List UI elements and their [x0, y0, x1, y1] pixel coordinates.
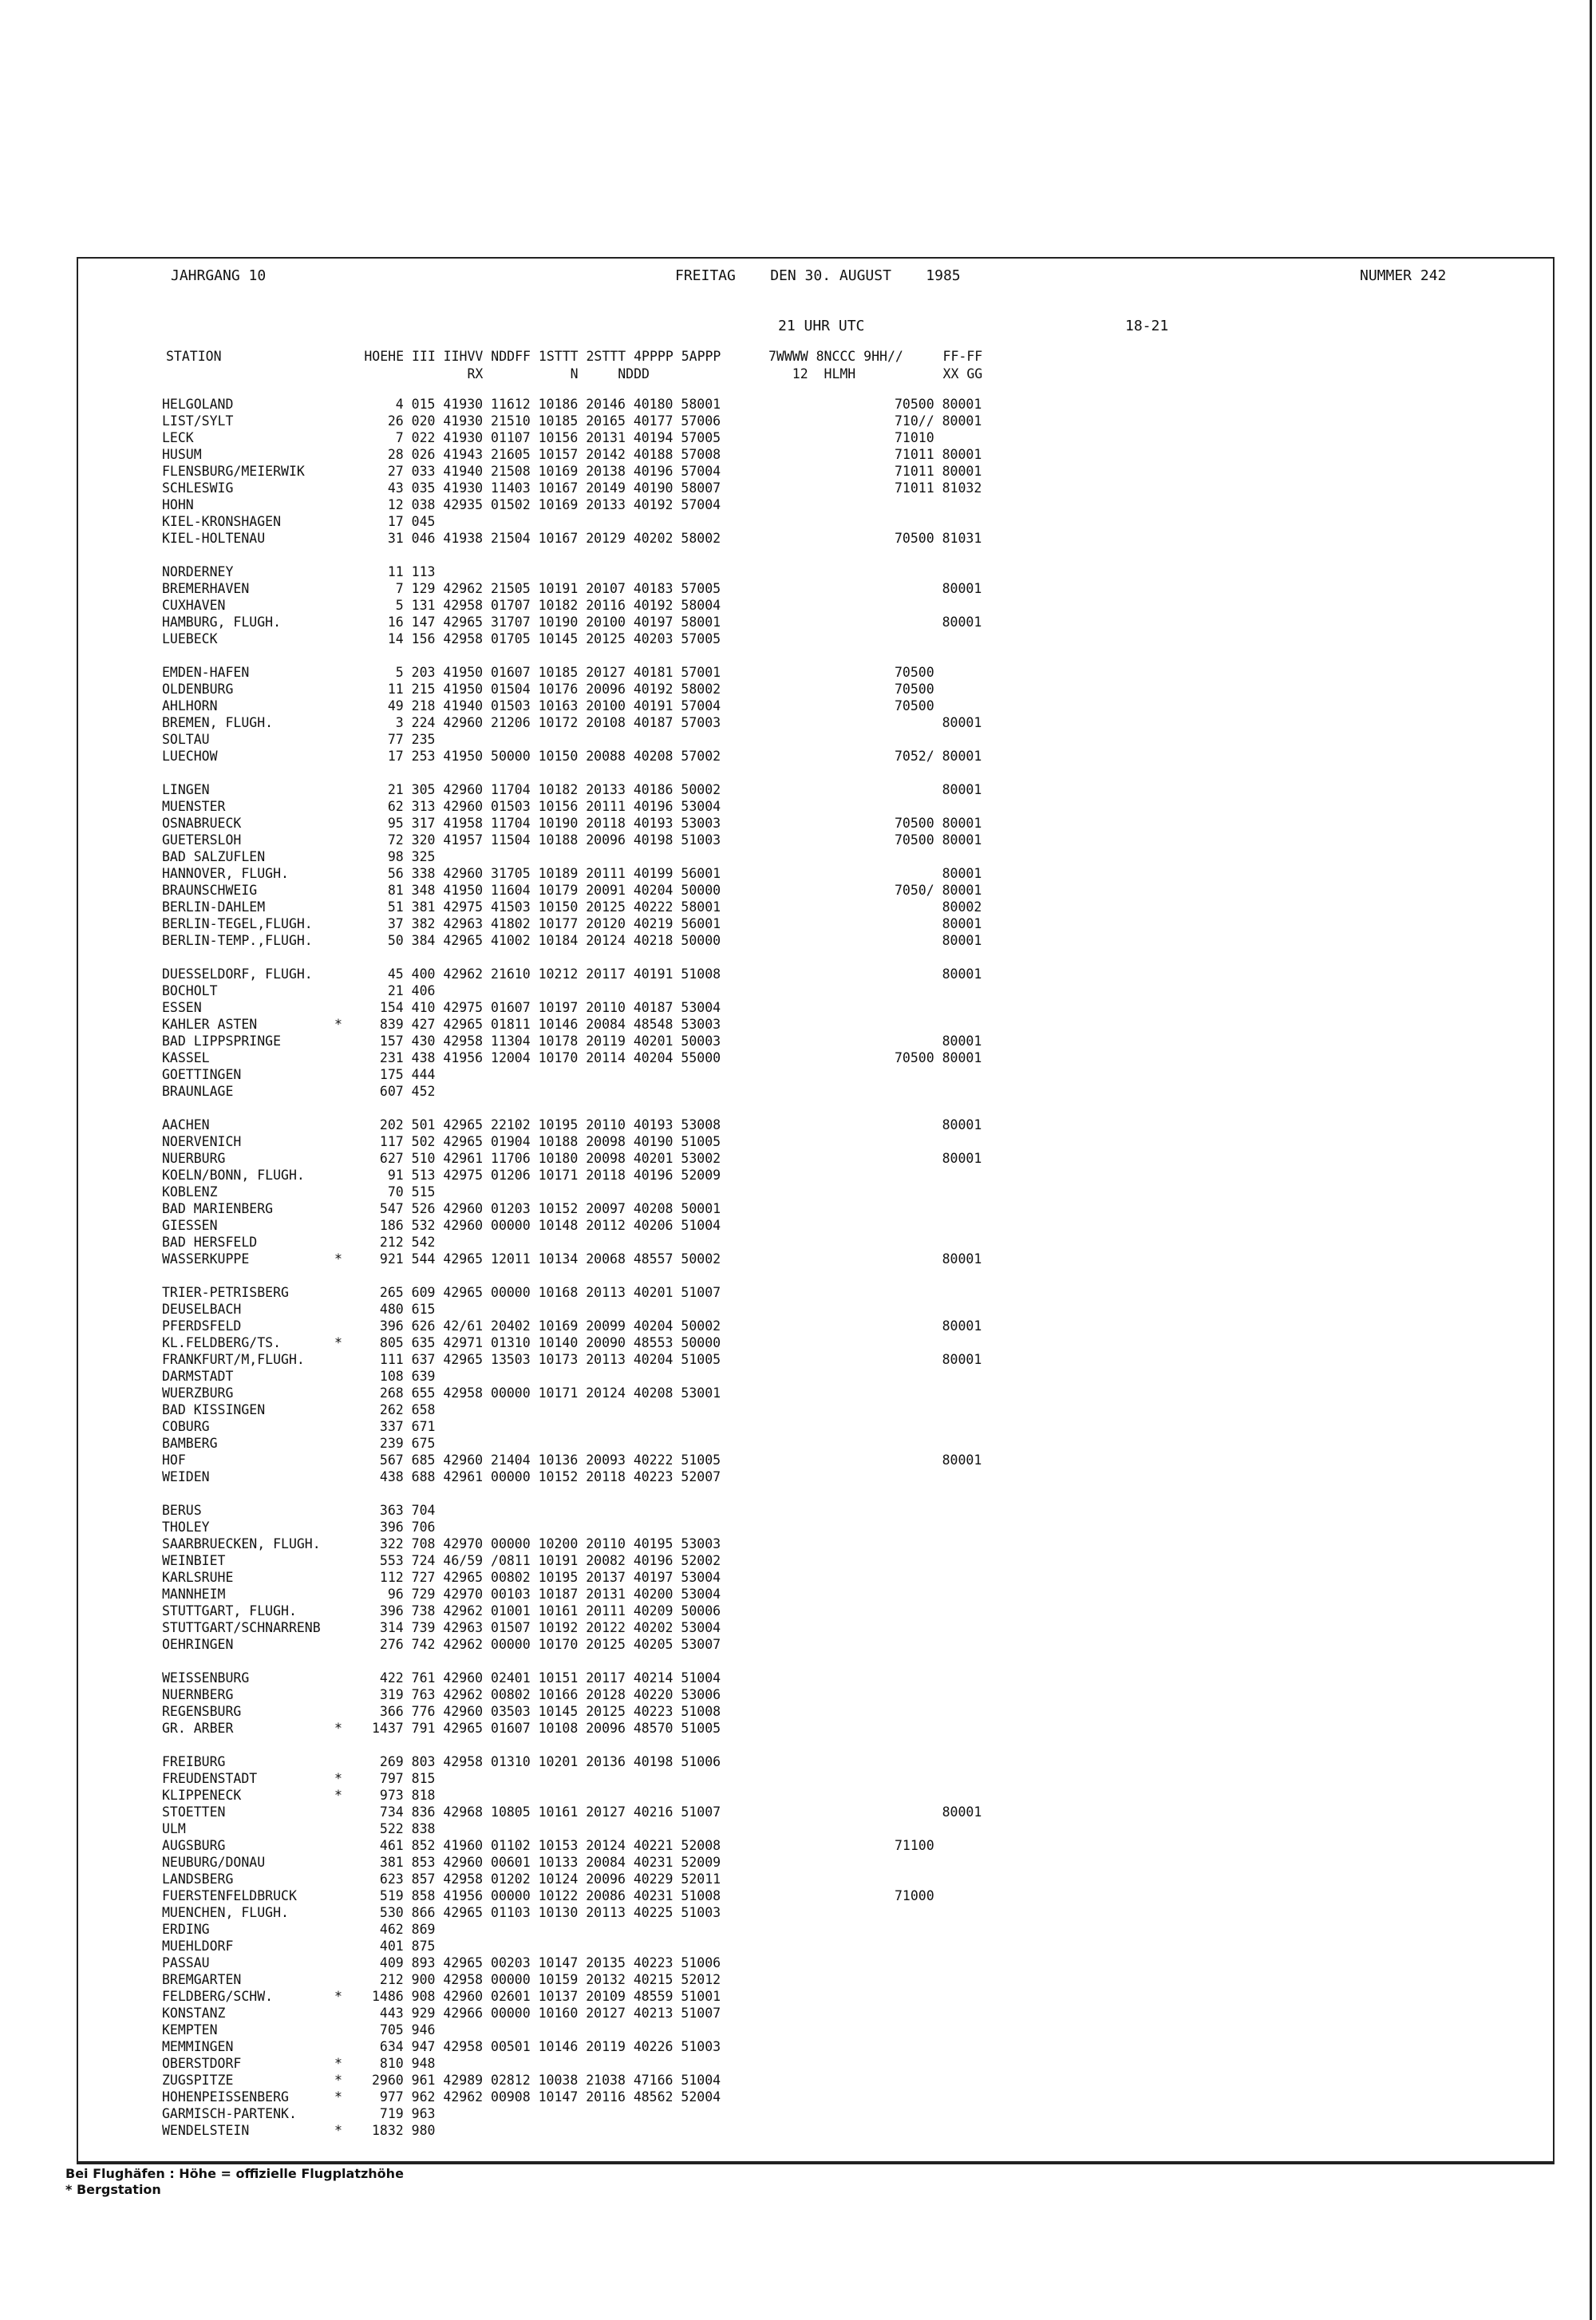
station-name: OBERSTDORF	[162, 2056, 242, 2071]
mountain-marker: *	[334, 1017, 342, 1032]
observation-values: 530 866 42965 01103 10130 20113 40225 51003	[372, 1905, 721, 1920]
extended-values: 70500 80001	[895, 1050, 982, 1065]
station-name: WEISSENBURG	[162, 1670, 250, 1686]
observation-values: 319 763 42962 00802 10166 20128 40220 53006	[372, 1687, 721, 1702]
station-name: BREMERHAVEN	[162, 581, 250, 596]
station-name: BERLIN-TEGEL,FLUGH.	[162, 916, 313, 931]
observation-values: 231 438 41956 12004 10170 20114 40204 55000	[372, 1050, 721, 1065]
issue-number: NUMMER 242	[1360, 267, 1447, 284]
mountain-marker: *	[334, 1771, 342, 1786]
footnote-mountain-station: * Bergstation	[65, 2182, 161, 2197]
station-name: ZUGSPITZE	[162, 2073, 234, 2088]
observation-values: 37 382 42963 41802 10177 20120 40219 56001	[372, 916, 721, 931]
station-name: MEMMINGEN	[162, 2039, 234, 2054]
observation-values: 26 020 41930 21510 10185 20165 40177 57006	[372, 413, 721, 429]
observation-values: 627 510 42961 11706 10180 20098 40201 53002	[372, 1151, 721, 1166]
observation-values: 623 857 42958 01202 10124 20096 40229 52011	[372, 1871, 721, 1887]
observation-values: 547 526 42960 01203 10152 20097 40208 50001	[372, 1201, 721, 1216]
observation-values: 805 635 42971 01310 10140 20090 48553 50000	[372, 1335, 721, 1350]
mountain-marker: *	[334, 1989, 342, 2004]
station-name: BAD KISSINGEN	[162, 1402, 266, 1417]
station-name: ULM	[162, 1821, 186, 1836]
observation-values: 265 609 42965 00000 10168 20113 40201 51007	[372, 1285, 721, 1300]
extended-values: 80001	[895, 581, 982, 596]
observation-values: 268 655 42958 00000 10171 20124 40208 53001	[372, 1385, 721, 1401]
observation-values: 43 035 41930 11403 10167 20149 40190 58007	[372, 480, 721, 496]
observation-values: 16 147 42965 31707 10190 20100 40197 58001	[372, 615, 721, 630]
station-name: KIEL-HOLTENAU	[162, 531, 266, 546]
observation-values: 409 893 42965 00203 10147 20135 40223 51006	[372, 1955, 721, 1970]
station-name: STOETTEN	[162, 1804, 226, 1820]
observation-values: 5 203 41950 01607 10185 20127 40181 57001	[372, 665, 721, 680]
station-name: FRANKFURT/M,FLUGH.	[162, 1352, 305, 1367]
observation-values: 607 452	[372, 1084, 436, 1099]
observation-values: 14 156 42958 01705 10145 20125 40203 57005	[372, 631, 721, 646]
table-frame	[77, 257, 1555, 2164]
station-name: LUEBECK	[162, 631, 218, 646]
station-name: COBURG	[162, 1419, 210, 1434]
observation-values: 4 015 41930 11612 10186 20146 40180 58001	[372, 397, 721, 412]
station-name: KAHLER ASTEN	[162, 1017, 258, 1032]
station-name: BERLIN-DAHLEM	[162, 899, 266, 915]
station-name: FELDBERG/SCHW.	[162, 1989, 274, 2004]
station-name: PASSAU	[162, 1955, 210, 1970]
volume-label: JAHRGANG 10	[171, 267, 267, 284]
station-name: AUGSBURG	[162, 1838, 226, 1853]
station-name: LINGEN	[162, 782, 210, 797]
station-name: KIEL-KRONSHAGEN	[162, 514, 282, 529]
station-name: CUXHAVEN	[162, 598, 226, 613]
station-name: HELGOLAND	[162, 397, 234, 412]
observation-values: 1832 980	[372, 2123, 436, 2138]
extended-values: 80001	[895, 782, 982, 797]
station-name: BREMEN, FLUGH.	[162, 715, 274, 730]
observation-values: 462 869	[372, 1922, 436, 1937]
observation-values: 111 637 42965 13503 10173 20113 40204 51005	[372, 1352, 721, 1367]
observation-values: 567 685 42960 21404 10136 20093 40222 51005	[372, 1452, 721, 1468]
observation-values: 381 853 42960 00601 10133 20084 40231 52009	[372, 1855, 721, 1870]
station-name: STUTTGART/SCHNARRENB	[162, 1620, 321, 1635]
observation-values: 480 615	[372, 1302, 436, 1317]
observation-values: 45 400 42962 21610 10212 20117 40191 51008	[372, 966, 721, 982]
extended-values: 710// 80001	[895, 413, 982, 429]
observation-values: 96 729 42970 00103 10187 20131 40200 53004	[372, 1587, 721, 1602]
station-name: BAD MARIENBERG	[162, 1201, 274, 1216]
station-name: BOCHOLT	[162, 983, 218, 998]
observation-values: 175 444	[372, 1067, 436, 1082]
station-name: HOHENPEISSENBERG	[162, 2089, 289, 2105]
station-name: KONSTANZ	[162, 2006, 226, 2021]
observation-values: 269 803 42958 01310 10201 20136 40198 51006	[372, 1754, 721, 1769]
mountain-marker: *	[334, 2073, 342, 2088]
station-name: MUENCHEN, FLUGH.	[162, 1905, 289, 1920]
station-name: GARMISCH-PARTENK.	[162, 2106, 297, 2121]
observation-values: 461 852 41960 01102 10153 20124 40221 52008	[372, 1838, 721, 1853]
station-name: FUERSTENFELDBRUCK	[162, 1888, 297, 1903]
station-name: MUENSTER	[162, 799, 226, 814]
observation-values: 186 532 42960 00000 10148 20112 40206 51004	[372, 1218, 721, 1233]
station-name: BREMGARTEN	[162, 1972, 242, 1987]
station-name: BRAUNLAGE	[162, 1084, 234, 1099]
mountain-marker: *	[334, 1251, 342, 1267]
column-headers-line1: STATION HOEHE III IIHVV NDDFF 1STTT 2STTT 4PPPP 5APPP 7WWWW 8NCCC 9HH// FF-FF	[166, 349, 983, 364]
observation-values: 27 033 41940 21508 10169 20138 40196 57004	[372, 464, 721, 479]
footnote-airports: Bei Flughäfen : Höhe = offizielle Flugplatzhöhe	[65, 2166, 404, 2181]
extended-values: 71011 81032	[895, 480, 982, 496]
station-name: PFERDSFELD	[162, 1318, 242, 1334]
station-name: TRIER-PETRISBERG	[162, 1285, 289, 1300]
mountain-marker: *	[334, 1721, 342, 1736]
station-name: KLIPPENECK	[162, 1788, 242, 1803]
observation-values: 11 113	[372, 564, 436, 579]
station-name: MUEHLDORF	[162, 1939, 234, 1954]
station-name: OEHRINGEN	[162, 1637, 234, 1652]
observation-values: 977 962 42962 00908 10147 20116 48562 52004	[372, 2089, 721, 2105]
station-name: LUECHOW	[162, 749, 218, 764]
station-name: KL.FELDBERG/TS.	[162, 1335, 282, 1350]
extended-values: 71011 80001	[895, 447, 982, 462]
observation-values: 81 348 41950 11604 10179 20091 40204 50000	[372, 883, 721, 898]
extended-values: 80001	[895, 1352, 982, 1367]
extended-values: 70500	[895, 698, 934, 713]
observation-values: 70 515	[372, 1184, 436, 1200]
station-name: FREUDENSTADT	[162, 1771, 258, 1786]
extended-values: 7050/ 80001	[895, 883, 982, 898]
observation-values: 17 045	[372, 514, 436, 529]
station-name: GIESSEN	[162, 1218, 218, 1233]
observation-values: 810 948	[372, 2056, 436, 2071]
station-name: HOF	[162, 1452, 186, 1468]
extended-values: 80001	[895, 1034, 982, 1049]
station-name: KEMPTEN	[162, 2022, 218, 2037]
extended-values: 80001	[895, 966, 982, 982]
observation-values: 276 742 42962 00000 10170 20125 40205 53007	[372, 1637, 721, 1652]
observation-values: 7 129 42962 21505 10191 20107 40183 57005	[372, 581, 721, 596]
station-name: HUSUM	[162, 447, 202, 462]
station-name: OLDENBURG	[162, 682, 234, 697]
station-name: SOLTAU	[162, 732, 210, 747]
observation-values: 3 224 42960 21206 10172 20108 40187 57003	[372, 715, 721, 730]
mountain-marker: *	[334, 2056, 342, 2071]
extended-values: 80001	[895, 916, 982, 931]
observation-values: 21 305 42960 11704 10182 20133 40186 50002	[372, 782, 721, 797]
station-name: FLENSBURG/MEIERWIK	[162, 464, 305, 479]
extended-values: 80002	[895, 899, 982, 915]
station-name: LIST/SYLT	[162, 413, 234, 429]
observation-values: 322 708 42970 00000 10200 20110 40195 53003	[372, 1536, 721, 1551]
station-name: NORDERNEY	[162, 564, 234, 579]
observation-values: 438 688 42961 00000 10152 20118 40223 52007	[372, 1469, 721, 1484]
extended-values: 80001	[895, 933, 982, 948]
extended-values: 80001	[895, 1117, 982, 1132]
observation-values: 396 738 42962 01001 10161 20111 40209 50006	[372, 1603, 721, 1618]
observation-values: 522 838	[372, 1821, 436, 1836]
observation-values: 519 858 41956 00000 10122 20086 40231 51008	[372, 1888, 721, 1903]
extended-values: 71011 80001	[895, 464, 982, 479]
observation-values: 262 658	[372, 1402, 436, 1417]
observation-values: 11 215 41950 01504 10176 20096 40192 58002	[372, 682, 721, 697]
station-name: WEINBIET	[162, 1553, 226, 1568]
station-name: ESSEN	[162, 1000, 202, 1015]
station-name: WUERZBURG	[162, 1385, 234, 1401]
observation-values: 95 317 41958 11704 10190 20118 40193 53003	[372, 816, 721, 831]
station-name: WEIDEN	[162, 1469, 210, 1484]
station-name: BERUS	[162, 1503, 202, 1518]
observation-values: 396 706	[372, 1520, 436, 1535]
observation-values: 719 963	[372, 2106, 436, 2121]
station-name: BRAUNSCHWEIG	[162, 883, 258, 898]
observation-values: 422 761 42960 02401 10151 20117 40214 51004	[372, 1670, 721, 1686]
station-name: AHLHORN	[162, 698, 218, 713]
observation-values: 797 815	[372, 1771, 436, 1786]
station-name: BAD HERSFELD	[162, 1235, 258, 1250]
station-name: NOERVENICH	[162, 1134, 242, 1149]
station-name: ERDING	[162, 1922, 210, 1937]
observation-values: 157 430 42958 11304 10178 20119 40201 50003	[372, 1034, 721, 1049]
station-name: GUETERSLOH	[162, 832, 242, 848]
observation-values: 2960 961 42989 02812 10038 21038 47166 51004	[372, 2073, 721, 2088]
date-label: FREITAG DEN 30. AUGUST 1985	[675, 267, 961, 284]
observation-values: 5 131 42958 01707 10182 20116 40192 58004	[372, 598, 721, 613]
observation-values: 112 727 42965 00802 10195 20137 40197 53004	[372, 1570, 721, 1585]
station-name: REGENSBURG	[162, 1704, 242, 1719]
observation-values: 396 626 42/61 20402 10169 20099 40204 50002	[372, 1318, 721, 1334]
extended-values: 80001	[895, 1804, 982, 1820]
observation-values: 51 381 42975 41503 10150 20125 40222 58001	[372, 899, 721, 915]
extended-values: 80001	[895, 866, 982, 881]
extended-values: 70500	[895, 682, 934, 697]
station-name: OSNABRUECK	[162, 816, 242, 831]
observation-values: 202 501 42965 22102 10195 20110 40193 53008	[372, 1117, 721, 1132]
station-name: MANNHEIM	[162, 1587, 226, 1602]
observation-values: 314 739 42963 01507 10192 20122 40202 53004	[372, 1620, 721, 1635]
station-name: HOHN	[162, 497, 194, 512]
station-name: KASSEL	[162, 1050, 210, 1065]
observation-values: 634 947 42958 00501 10146 20119 40226 51003	[372, 2039, 721, 2054]
mountain-marker: *	[334, 1788, 342, 1803]
observation-values: 239 675	[372, 1436, 436, 1451]
station-name: LECK	[162, 430, 194, 445]
extended-values: 80001	[895, 615, 982, 630]
observation-values: 839 427 42965 01811 10146 20084 48548 53003	[372, 1017, 721, 1032]
station-name: NUERNBERG	[162, 1687, 234, 1702]
station-name: GOETTINGEN	[162, 1067, 242, 1082]
observation-values: 973 818	[372, 1788, 436, 1803]
observation-values: 17 253 41950 50000 10150 20088 40208 57002	[372, 749, 721, 764]
observation-values: 337 671	[372, 1419, 436, 1434]
extended-values: 80001	[895, 1318, 982, 1334]
station-name: HANNOVER, FLUGH.	[162, 866, 289, 881]
observation-values: 28 026 41943 21605 10157 20142 40188 57008	[372, 447, 721, 462]
station-name: FREIBURG	[162, 1754, 226, 1769]
observation-values: 31 046 41938 21504 10167 20129 40202 58002	[372, 531, 721, 546]
extended-values: 71000	[895, 1888, 934, 1903]
extended-values: 70500 80001	[895, 816, 982, 831]
station-name: BERLIN-TEMP.,FLUGH.	[162, 933, 313, 948]
observation-values: 49 218 41940 01503 10163 20100 40191 57004	[372, 698, 721, 713]
observation-values: 212 900 42958 00000 10159 20132 40215 52012	[372, 1972, 721, 1987]
observation-values: 98 325	[372, 849, 436, 864]
observation-values: 734 836 42968 10805 10161 20127 40216 51007	[372, 1804, 721, 1820]
column-headers-line2: RX N NDDD 12 HLMH XX GG	[166, 366, 983, 381]
observation-values: 401 875	[372, 1939, 436, 1954]
observation-values: 154 410 42975 01607 10197 20110 40187 53004	[372, 1000, 721, 1015]
observation-values: 77 235	[372, 732, 436, 747]
observation-values: 72 320 41957 11504 10188 20096 40198 51003	[372, 832, 721, 848]
mountain-marker: *	[334, 2123, 342, 2138]
observation-values: 553 724 46/59 /0811 10191 20082 40196 52002	[372, 1553, 721, 1568]
observation-values: 117 502 42965 01904 10188 20098 40190 51005	[372, 1134, 721, 1149]
station-name: EMDEN-HAFEN	[162, 665, 250, 680]
extended-values: 71010	[895, 430, 934, 445]
extended-values: 80001	[895, 715, 982, 730]
observation-values: 1437 791 42965 01607 10108 20096 48570 51005	[372, 1721, 721, 1736]
observation-values: 212 542	[372, 1235, 436, 1250]
station-name: WASSERKUPPE	[162, 1251, 250, 1267]
station-name: STUTTGART, FLUGH.	[162, 1603, 297, 1618]
station-name: KOELN/BONN, FLUGH.	[162, 1168, 305, 1183]
observation-values: 921 544 42965 12011 10134 20068 48557 50002	[372, 1251, 721, 1267]
extended-values: 80001	[895, 1452, 982, 1468]
extended-values: 7052/ 80001	[895, 749, 982, 764]
observation-time: 21 UHR UTC	[778, 318, 865, 334]
observation-values: 62 313 42960 01503 10156 20111 40196 53004	[372, 799, 721, 814]
observation-values: 443 929 42966 00000 10160 20127 40213 51007	[372, 2006, 721, 2021]
observation-values: 50 384 42965 41002 10184 20124 40218 50000	[372, 933, 721, 948]
extended-values: 71100	[895, 1838, 934, 1853]
extended-values: 80001	[895, 1151, 982, 1166]
station-name: WENDELSTEIN	[162, 2123, 250, 2138]
station-name: HAMBURG, FLUGH.	[162, 615, 282, 630]
observation-values: 1486 908 42960 02601 10137 20109 48559 51001	[372, 1989, 721, 2004]
station-name: BAD LIPPSPRINGE	[162, 1034, 282, 1049]
extended-values: 70500 80001	[895, 832, 982, 848]
mountain-marker: *	[334, 1335, 342, 1350]
extended-values: 70500 80001	[895, 397, 982, 412]
observation-values: 91 513 42975 01206 10171 20118 40196 52009	[372, 1168, 721, 1183]
mountain-marker: *	[334, 2089, 342, 2105]
station-name: NUERBURG	[162, 1151, 226, 1166]
observation-values: 56 338 42960 31705 10189 20111 40199 56001	[372, 866, 721, 881]
station-name: BAMBERG	[162, 1436, 218, 1451]
station-name: GR. ARBER	[162, 1721, 234, 1736]
observation-values: 705 946	[372, 2022, 436, 2037]
station-name: DEUSELBACH	[162, 1302, 242, 1317]
station-name: SCHLESWIG	[162, 480, 234, 496]
extended-values: 70500	[895, 665, 934, 680]
observation-values: 108 639	[372, 1369, 436, 1384]
time-range: 18-21	[1125, 318, 1169, 334]
station-name: AACHEN	[162, 1117, 210, 1132]
station-name: DARMSTADT	[162, 1369, 234, 1384]
observation-values: 21 406	[372, 983, 436, 998]
observation-values: 363 704	[372, 1503, 436, 1518]
observation-values: 7 022 41930 01107 10156 20131 40194 57005	[372, 430, 721, 445]
station-name: SAARBRUECKEN, FLUGH.	[162, 1536, 321, 1551]
extended-values: 80001	[895, 1251, 982, 1267]
station-name: BAD SALZUFLEN	[162, 849, 266, 864]
observation-values: 12 038 42935 01502 10169 20133 40192 57004	[372, 497, 721, 512]
observation-values: 366 776 42960 03503 10145 20125 40223 51008	[372, 1704, 721, 1719]
station-name: LANDSBERG	[162, 1871, 234, 1887]
station-name: THOLEY	[162, 1520, 210, 1535]
station-name: NEUBURG/DONAU	[162, 1855, 266, 1870]
station-name: KOBLENZ	[162, 1184, 218, 1200]
station-name: DUESSELDORF, FLUGH.	[162, 966, 313, 982]
page-edge-rule	[1590, 0, 1592, 2320]
station-name: KARLSRUHE	[162, 1570, 234, 1585]
extended-values: 70500 81031	[895, 531, 982, 546]
